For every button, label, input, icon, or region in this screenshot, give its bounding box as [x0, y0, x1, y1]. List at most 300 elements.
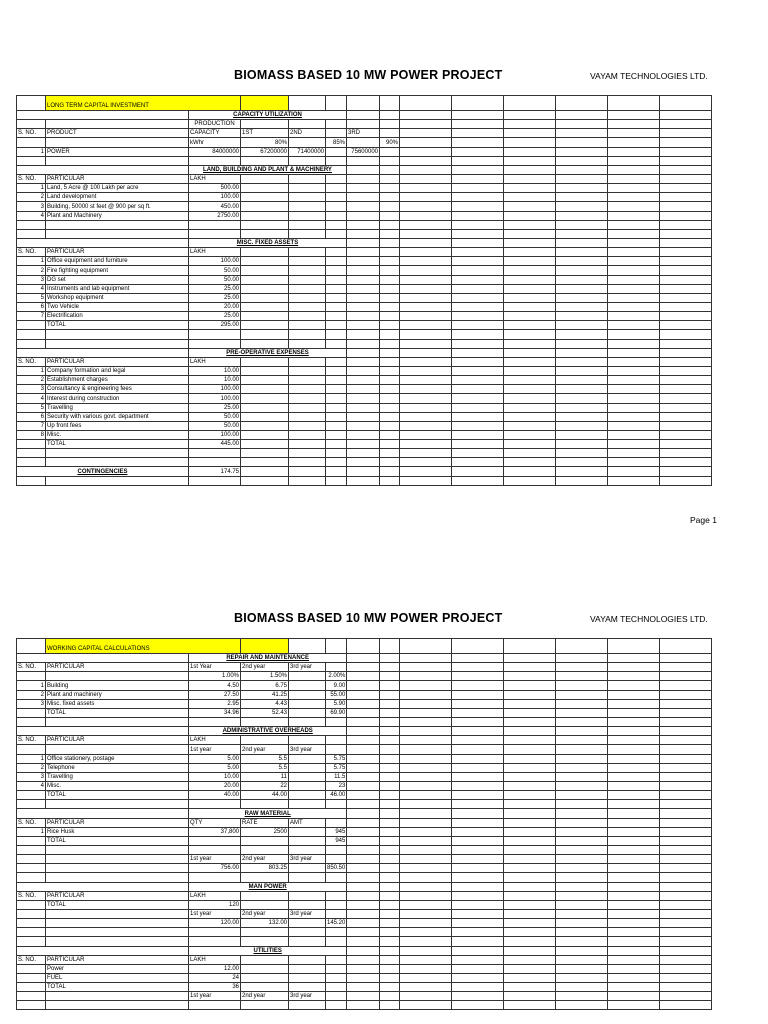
- grid-cell: [660, 211, 712, 220]
- grid-cell: [452, 745, 504, 754]
- grid-cell: [504, 312, 556, 321]
- grid-cell: [347, 992, 380, 1001]
- grid-cell: [347, 96, 380, 111]
- grid-cell: [380, 211, 400, 220]
- grid-cell: [556, 909, 608, 918]
- grid-cell: [608, 772, 660, 781]
- grid-cell: [17, 120, 46, 129]
- table-row: [17, 312, 712, 321]
- grid-cell: [380, 449, 400, 458]
- grid-cell: [660, 229, 712, 238]
- grid-cell: [504, 147, 556, 156]
- grid-cell: [17, 220, 46, 229]
- table-row: [17, 791, 712, 800]
- table-cell: 2750.00: [189, 211, 241, 220]
- grid-cell: [504, 302, 556, 311]
- grid-cell: [189, 1001, 241, 1010]
- table-cell: 25.00: [189, 293, 241, 302]
- grid-cell: [556, 900, 608, 909]
- grid-cell: [452, 964, 504, 973]
- grid-cell: [241, 983, 289, 992]
- grid-cell: [347, 964, 380, 973]
- grid-cell: [289, 193, 326, 202]
- grid-cell: [400, 745, 452, 754]
- grid-cell: [241, 845, 289, 854]
- grid-cell: [17, 672, 46, 681]
- grid-cell: [380, 366, 400, 375]
- table-cell: TOTAL: [46, 900, 189, 909]
- grid-cell: [452, 1001, 504, 1010]
- grid-cell: [660, 717, 712, 726]
- table-cell: Travelling: [46, 403, 189, 412]
- grid-cell: [380, 763, 400, 772]
- table-cell: Company formation and legal: [46, 366, 189, 375]
- grid-cell: [347, 864, 380, 873]
- grid-cell: [556, 992, 608, 1001]
- grid-cell: [556, 275, 608, 284]
- grid-cell: [556, 983, 608, 992]
- grid-cell: [326, 193, 347, 202]
- grid-cell: [400, 330, 452, 339]
- table-cell: 1: [17, 827, 46, 836]
- table-cell: TOTAL: [46, 836, 189, 845]
- grid-cell: [452, 174, 504, 183]
- grid-cell: [347, 165, 380, 174]
- table-cell: S. NO.: [17, 955, 46, 964]
- grid-cell: [400, 96, 452, 111]
- table-cell: 41.25: [241, 690, 289, 699]
- grid-cell: [380, 193, 400, 202]
- grid-cell: [380, 467, 400, 476]
- grid-cell: [608, 754, 660, 763]
- table-row: [17, 440, 712, 449]
- grid-cell: [326, 818, 347, 827]
- grid-cell: [326, 663, 347, 672]
- grid-cell: [46, 928, 189, 937]
- table-row: [17, 138, 712, 147]
- grid-cell: [241, 458, 289, 467]
- grid-cell: [608, 717, 660, 726]
- grid-cell: [347, 449, 380, 458]
- page-title: BIOMASS BASED 10 MW POWER PROJECT: [234, 68, 503, 82]
- table-cell: 5.5: [241, 754, 289, 763]
- grid-cell: [608, 229, 660, 238]
- grid-cell: [380, 1001, 400, 1010]
- table-cell: 10.00: [189, 772, 241, 781]
- table-row: [17, 909, 712, 918]
- grid-cell: [46, 449, 189, 458]
- grid-cell: [380, 791, 400, 800]
- table-cell: PARTICULAR: [46, 955, 189, 964]
- table-cell: 55.00: [326, 690, 347, 699]
- grid-cell: [556, 440, 608, 449]
- grid-cell: [289, 248, 326, 257]
- working-capital-table: [16, 638, 712, 1010]
- grid-cell: [17, 165, 189, 174]
- grid-cell: [17, 864, 46, 873]
- grid-cell: [400, 138, 452, 147]
- grid-cell: [504, 266, 556, 275]
- table-row: [17, 376, 712, 385]
- grid-cell: [241, 467, 289, 476]
- grid-cell: [608, 937, 660, 946]
- grid-cell: [380, 120, 400, 129]
- grid-cell: [556, 165, 608, 174]
- grid-cell: [608, 211, 660, 220]
- grid-cell: [241, 412, 289, 421]
- table-cell: 945: [326, 827, 347, 836]
- grid-cell: [660, 827, 712, 836]
- table-cell: 6: [17, 302, 46, 311]
- grid-cell: [380, 736, 400, 745]
- grid-cell: [400, 809, 452, 818]
- grid-cell: [608, 111, 660, 120]
- grid-cell: [452, 449, 504, 458]
- grid-cell: [400, 928, 452, 937]
- grid-cell: [189, 229, 241, 238]
- grid-cell: [660, 174, 712, 183]
- grid-cell: [380, 855, 400, 864]
- grid-cell: [400, 800, 452, 809]
- grid-cell: [556, 781, 608, 790]
- table-cell: RATE: [241, 818, 289, 827]
- grid-cell: [660, 781, 712, 790]
- table-cell: 450.00: [189, 202, 241, 211]
- grid-cell: [380, 339, 400, 348]
- table-cell: 1: [17, 257, 46, 266]
- company-name: VAYAM TECHNOLOGIES LTD.: [590, 71, 708, 81]
- grid-cell: [608, 293, 660, 302]
- grid-cell: [241, 211, 289, 220]
- grid-cell: [504, 845, 556, 854]
- table-cell: 6: [17, 412, 46, 421]
- grid-cell: [241, 928, 289, 937]
- table-cell: 40.00: [189, 791, 241, 800]
- grid-cell: [660, 330, 712, 339]
- grid-cell: [380, 394, 400, 403]
- grid-cell: [289, 983, 326, 992]
- grid-cell: [347, 754, 380, 763]
- grid-cell: [400, 165, 452, 174]
- grid-cell: [17, 992, 46, 1001]
- grid-cell: [504, 138, 556, 147]
- grid-cell: [504, 964, 556, 973]
- table-cell: 27.50: [189, 690, 241, 699]
- grid-cell: [452, 891, 504, 900]
- grid-cell: [608, 385, 660, 394]
- grid-cell: [326, 257, 347, 266]
- table-cell: 3rd year: [289, 663, 326, 672]
- grid-cell: [660, 836, 712, 845]
- grid-cell: [504, 909, 556, 918]
- grid-cell: [17, 946, 189, 955]
- grid-cell: [556, 891, 608, 900]
- grid-cell: [380, 302, 400, 311]
- table-cell: 7: [17, 312, 46, 321]
- grid-cell: [17, 229, 46, 238]
- table-cell: 3: [17, 772, 46, 781]
- grid-cell: [289, 864, 326, 873]
- grid-cell: [452, 654, 504, 663]
- grid-cell: [17, 96, 46, 111]
- grid-cell: [380, 864, 400, 873]
- grid-cell: [400, 174, 452, 183]
- grid-cell: [241, 96, 289, 111]
- grid-cell: [556, 229, 608, 238]
- table-row: [17, 745, 712, 754]
- grid-cell: [289, 376, 326, 385]
- grid-cell: [660, 348, 712, 357]
- grid-cell: [46, 855, 189, 864]
- grid-cell: [326, 983, 347, 992]
- section-title: LAND, BUILDING AND PLANT & MACHINERY: [189, 165, 347, 174]
- grid-cell: [660, 964, 712, 973]
- grid-cell: [289, 257, 326, 266]
- grid-cell: [452, 421, 504, 430]
- grid-cell: [556, 129, 608, 138]
- table-cell: FUEL: [46, 973, 189, 982]
- grid-cell: [241, 1001, 289, 1010]
- grid-cell: [347, 111, 380, 120]
- grid-cell: [380, 955, 400, 964]
- grid-cell: [504, 855, 556, 864]
- grid-cell: [400, 302, 452, 311]
- grid-cell: [241, 639, 289, 654]
- section-header-row: [17, 809, 712, 818]
- grid-cell: [504, 184, 556, 193]
- table-cell: 5.00: [189, 754, 241, 763]
- grid-cell: [289, 708, 326, 717]
- grid-cell: [289, 366, 326, 375]
- grid-cell: [347, 330, 380, 339]
- table-cell: 4: [17, 394, 46, 403]
- grid-cell: [400, 339, 452, 348]
- grid-cell: [608, 681, 660, 690]
- grid-cell: [347, 275, 380, 284]
- grid-cell: [452, 873, 504, 882]
- table-cell: CAPACITY: [189, 129, 241, 138]
- grid-cell: [241, 339, 289, 348]
- grid-cell: [17, 156, 46, 165]
- grid-cell: [326, 440, 347, 449]
- grid-cell: [660, 147, 712, 156]
- grid-cell: [400, 639, 452, 654]
- grid-cell: [326, 266, 347, 275]
- grid-cell: [452, 403, 504, 412]
- grid-cell: [400, 220, 452, 229]
- grid-cell: [400, 717, 452, 726]
- grid-cell: [504, 403, 556, 412]
- grid-cell: [452, 339, 504, 348]
- grid-cell: [608, 321, 660, 330]
- company-name: VAYAM TECHNOLOGIES LTD.: [590, 614, 708, 624]
- grid-cell: [556, 791, 608, 800]
- grid-cell: [380, 202, 400, 211]
- table-row: [17, 193, 712, 202]
- grid-cell: [347, 357, 380, 366]
- table-cell: QTY: [189, 818, 241, 827]
- grid-cell: [452, 818, 504, 827]
- grid-cell: [400, 275, 452, 284]
- grid-cell: [400, 882, 452, 891]
- grid-cell: [241, 193, 289, 202]
- grid-cell: [452, 864, 504, 873]
- grid-cell: [660, 772, 712, 781]
- grid-cell: [608, 357, 660, 366]
- grid-cell: [289, 430, 326, 439]
- grid-cell: [380, 772, 400, 781]
- grid-cell: [189, 836, 241, 845]
- grid-cell: [660, 919, 712, 928]
- grid-cell: [347, 321, 380, 330]
- grid-cell: [660, 184, 712, 193]
- grid-cell: [400, 873, 452, 882]
- grid-cell: [504, 654, 556, 663]
- table-cell: 2nd year: [241, 909, 289, 918]
- grid-cell: [46, 220, 189, 229]
- grid-cell: [608, 900, 660, 909]
- grid-cell: [556, 238, 608, 247]
- grid-cell: [326, 202, 347, 211]
- section-header-row: [17, 882, 712, 891]
- grid-cell: [400, 376, 452, 385]
- grid-cell: [326, 800, 347, 809]
- table-cell: PRODUCT: [46, 129, 189, 138]
- table-cell: 3: [17, 385, 46, 394]
- grid-cell: [608, 809, 660, 818]
- table-cell: 295.00: [189, 321, 241, 330]
- grid-cell: [504, 96, 556, 111]
- grid-cell: [504, 992, 556, 1001]
- grid-cell: [556, 690, 608, 699]
- grid-cell: [452, 376, 504, 385]
- table-cell: S. NO.: [17, 174, 46, 183]
- grid-cell: [400, 946, 452, 955]
- grid-cell: [608, 476, 660, 485]
- table-cell: 3RD: [347, 129, 380, 138]
- grid-cell: [556, 111, 608, 120]
- grid-cell: [241, 357, 289, 366]
- grid-cell: [326, 412, 347, 421]
- grid-cell: [326, 900, 347, 909]
- table-cell: S. NO.: [17, 248, 46, 257]
- grid-cell: [504, 973, 556, 982]
- grid-cell: [326, 717, 347, 726]
- table-cell: 10.00: [189, 366, 241, 375]
- table-cell: 24: [189, 973, 241, 982]
- grid-cell: [189, 220, 241, 229]
- grid-cell: [608, 909, 660, 918]
- grid-cell: [556, 348, 608, 357]
- grid-cell: [660, 321, 712, 330]
- table-cell: 100.00: [189, 430, 241, 439]
- grid-cell: [326, 275, 347, 284]
- grid-cell: [556, 449, 608, 458]
- grid-cell: [608, 964, 660, 973]
- grid-cell: [660, 864, 712, 873]
- grid-cell: [241, 973, 289, 982]
- grid-cell: [660, 339, 712, 348]
- grid-cell: [400, 430, 452, 439]
- table-cell: 4.50: [189, 681, 241, 690]
- grid-cell: [17, 449, 46, 458]
- grid-cell: [46, 937, 189, 946]
- table-cell: 120.00: [189, 919, 241, 928]
- grid-cell: [608, 845, 660, 854]
- grid-cell: [347, 476, 380, 485]
- grid-cell: [608, 129, 660, 138]
- grid-cell: [17, 458, 46, 467]
- grid-cell: [380, 654, 400, 663]
- grid-cell: [608, 394, 660, 403]
- grid-cell: [17, 348, 189, 357]
- grid-cell: [452, 900, 504, 909]
- grid-cell: [608, 339, 660, 348]
- grid-cell: [380, 964, 400, 973]
- table-cell: 25.00: [189, 312, 241, 321]
- table-row: [17, 476, 712, 485]
- table-cell: LAKH: [189, 955, 241, 964]
- grid-cell: [326, 891, 347, 900]
- grid-cell: [400, 357, 452, 366]
- sheet-main-title: LONG TERM CAPITAL INVESTMENT: [46, 96, 241, 111]
- grid-cell: [189, 330, 241, 339]
- grid-cell: [241, 312, 289, 321]
- grid-cell: [380, 165, 400, 174]
- grid-cell: [660, 882, 712, 891]
- grid-cell: [452, 717, 504, 726]
- grid-cell: [452, 202, 504, 211]
- grid-cell: [452, 955, 504, 964]
- grid-cell: [400, 690, 452, 699]
- grid-cell: [241, 403, 289, 412]
- grid-cell: [289, 717, 326, 726]
- table-cell: 37,800: [189, 827, 241, 836]
- grid-cell: [189, 717, 241, 726]
- grid-cell: [452, 928, 504, 937]
- grid-cell: [347, 909, 380, 918]
- table-cell: Misc. fixed assets: [46, 699, 189, 708]
- grid-cell: [660, 973, 712, 982]
- grid-cell: [241, 248, 289, 257]
- grid-cell: [380, 476, 400, 485]
- grid-cell: [452, 138, 504, 147]
- grid-cell: [608, 193, 660, 202]
- grid-cell: [660, 476, 712, 485]
- grid-cell: [380, 681, 400, 690]
- grid-cell: [326, 736, 347, 745]
- grid-cell: [504, 430, 556, 439]
- grid-cell: [46, 800, 189, 809]
- grid-cell: [400, 476, 452, 485]
- grid-cell: [608, 202, 660, 211]
- grid-cell: [504, 357, 556, 366]
- table-cell: 75600000: [347, 147, 380, 156]
- grid-cell: [289, 293, 326, 302]
- grid-cell: [452, 663, 504, 672]
- grid-cell: [660, 891, 712, 900]
- grid-cell: [400, 845, 452, 854]
- grid-cell: [452, 690, 504, 699]
- grid-cell: [380, 321, 400, 330]
- grid-cell: [660, 727, 712, 736]
- grid-cell: [380, 900, 400, 909]
- grid-cell: [400, 467, 452, 476]
- grid-cell: [241, 257, 289, 266]
- grid-cell: [380, 293, 400, 302]
- grid-cell: [608, 855, 660, 864]
- table-cell: kWhr: [189, 138, 241, 147]
